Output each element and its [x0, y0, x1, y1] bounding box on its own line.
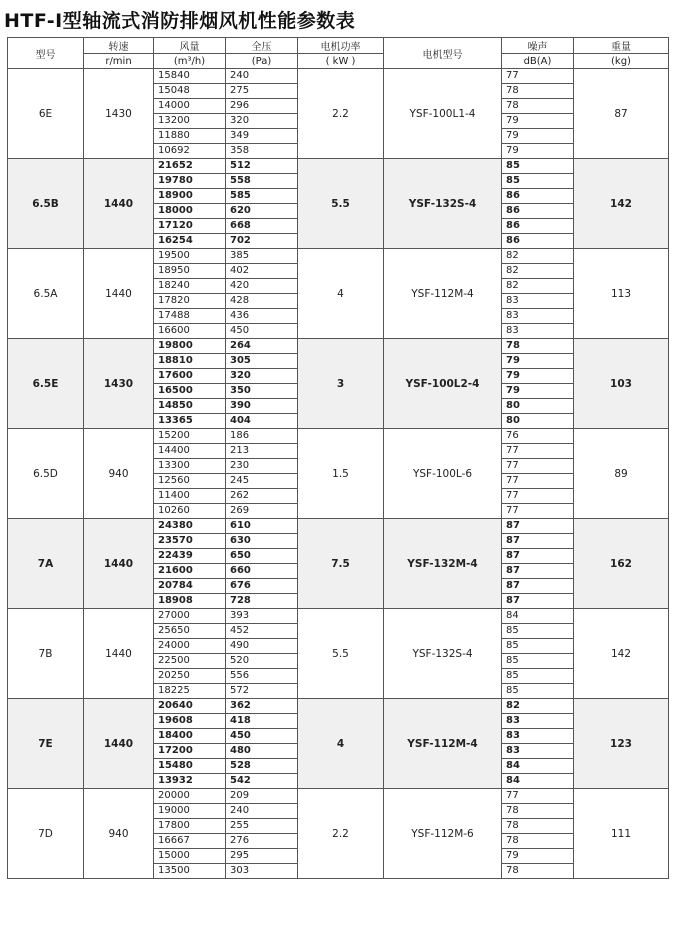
airflow-cell: 20784 [154, 579, 226, 594]
pressure-cell: 620 [226, 204, 298, 219]
pressure-cell: 240 [226, 69, 298, 84]
noise-cell: 79 [502, 369, 574, 384]
noise-cell: 86 [502, 204, 574, 219]
pressure-cell: 269 [226, 504, 298, 519]
airflow-cell: 18950 [154, 264, 226, 279]
header-noise: 噪声 [502, 38, 574, 54]
airflow-cell: 16254 [154, 234, 226, 249]
motor-cell: YSF-132M-4 [384, 519, 502, 609]
model-group [8, 69, 669, 159]
airflow-cell: 22500 [154, 654, 226, 669]
noise-cell: 77 [502, 459, 574, 474]
weight-cell: 142 [574, 609, 669, 699]
table-row [8, 789, 669, 804]
noise-cell: 85 [502, 669, 574, 684]
motor-cell: YSF-112M-6 [384, 789, 502, 879]
table-row [8, 159, 669, 174]
airflow-cell: 18240 [154, 279, 226, 294]
noise-cell: 82 [502, 249, 574, 264]
noise-cell: 83 [502, 294, 574, 309]
airflow-cell: 24000 [154, 639, 226, 654]
noise-cell: 77 [502, 504, 574, 519]
model-cell: 6.5A [8, 249, 84, 339]
weight-cell: 162 [574, 519, 669, 609]
noise-cell: 79 [502, 129, 574, 144]
power-cell: 1.5 [298, 429, 384, 519]
motor-cell: YSF-100L1-4 [384, 69, 502, 159]
power-cell: 4 [298, 699, 384, 789]
pressure-cell: 542 [226, 774, 298, 789]
airflow-cell: 13200 [154, 114, 226, 129]
pressure-cell: 418 [226, 714, 298, 729]
pressure-cell: 520 [226, 654, 298, 669]
airflow-cell: 20000 [154, 789, 226, 804]
header-power-unit: ( kW ) [298, 54, 384, 69]
pressure-cell: 528 [226, 759, 298, 774]
airflow-cell: 12560 [154, 474, 226, 489]
airflow-cell: 20250 [154, 669, 226, 684]
pressure-cell: 702 [226, 234, 298, 249]
model-group [8, 609, 669, 699]
airflow-cell: 14000 [154, 99, 226, 114]
pressure-cell: 186 [226, 429, 298, 444]
airflow-cell: 20640 [154, 699, 226, 714]
power-cell: 4 [298, 249, 384, 339]
weight-cell: 111 [574, 789, 669, 879]
noise-cell: 77 [502, 474, 574, 489]
noise-cell: 80 [502, 399, 574, 414]
pressure-cell: 402 [226, 264, 298, 279]
pressure-cell: 558 [226, 174, 298, 189]
motor-cell: YSF-112M-4 [384, 699, 502, 789]
airflow-cell: 16667 [154, 834, 226, 849]
noise-cell: 83 [502, 324, 574, 339]
airflow-cell: 14400 [154, 444, 226, 459]
airflow-cell: 24380 [154, 519, 226, 534]
airflow-cell: 19800 [154, 339, 226, 354]
model-cell: 6.5D [8, 429, 84, 519]
noise-cell: 77 [502, 489, 574, 504]
noise-cell: 87 [502, 534, 574, 549]
noise-cell: 83 [502, 309, 574, 324]
speed-cell: 1430 [84, 69, 154, 159]
noise-cell: 79 [502, 849, 574, 864]
airflow-cell: 13500 [154, 864, 226, 879]
noise-cell: 79 [502, 384, 574, 399]
noise-cell: 83 [502, 729, 574, 744]
airflow-cell: 25650 [154, 624, 226, 639]
table-row [8, 519, 669, 534]
noise-cell: 87 [502, 549, 574, 564]
noise-cell: 77 [502, 789, 574, 804]
pressure-cell: 676 [226, 579, 298, 594]
pressure-cell: 296 [226, 99, 298, 114]
speed-cell: 1440 [84, 249, 154, 339]
airflow-cell: 15480 [154, 759, 226, 774]
airflow-cell: 19780 [154, 174, 226, 189]
header-weight-unit: (kg) [574, 54, 669, 69]
noise-cell: 83 [502, 714, 574, 729]
pressure-cell: 264 [226, 339, 298, 354]
noise-cell: 77 [502, 444, 574, 459]
noise-cell: 85 [502, 654, 574, 669]
weight-cell: 113 [574, 249, 669, 339]
speed-cell: 940 [84, 429, 154, 519]
table-row [8, 339, 669, 354]
noise-cell: 77 [502, 69, 574, 84]
pressure-cell: 209 [226, 789, 298, 804]
motor-cell: YSF-132S-4 [384, 609, 502, 699]
airflow-cell: 19608 [154, 714, 226, 729]
airflow-cell: 19500 [154, 249, 226, 264]
noise-cell: 84 [502, 759, 574, 774]
header-pressure: 全压 [226, 38, 298, 54]
model-cell: 7A [8, 519, 84, 609]
model-cell: 6.5B [8, 159, 84, 249]
noise-cell: 86 [502, 189, 574, 204]
noise-cell: 80 [502, 414, 574, 429]
motor-cell: YSF-100L2-4 [384, 339, 502, 429]
pressure-cell: 276 [226, 834, 298, 849]
airflow-cell: 13932 [154, 774, 226, 789]
table-row [8, 609, 669, 624]
weight-cell: 123 [574, 699, 669, 789]
airflow-cell: 17800 [154, 819, 226, 834]
header-airflow-unit: (m³/h) [154, 54, 226, 69]
noise-cell: 86 [502, 234, 574, 249]
model-group [8, 339, 669, 429]
weight-cell: 89 [574, 429, 669, 519]
speed-cell: 1440 [84, 159, 154, 249]
noise-cell: 79 [502, 354, 574, 369]
noise-cell: 85 [502, 624, 574, 639]
pressure-cell: 390 [226, 399, 298, 414]
airflow-cell: 16500 [154, 384, 226, 399]
header-power: 电机功率 [298, 38, 384, 54]
pressure-cell: 385 [226, 249, 298, 264]
pressure-cell: 350 [226, 384, 298, 399]
noise-cell: 87 [502, 519, 574, 534]
airflow-cell: 18908 [154, 594, 226, 609]
noise-cell: 83 [502, 744, 574, 759]
airflow-cell: 15000 [154, 849, 226, 864]
noise-cell: 85 [502, 174, 574, 189]
pressure-cell: 585 [226, 189, 298, 204]
noise-cell: 78 [502, 339, 574, 354]
noise-cell: 82 [502, 699, 574, 714]
noise-cell: 78 [502, 99, 574, 114]
model-group [8, 789, 669, 879]
model-group [8, 519, 669, 609]
model-cell: 7D [8, 789, 84, 879]
pressure-cell: 490 [226, 639, 298, 654]
noise-cell: 78 [502, 864, 574, 879]
airflow-cell: 17120 [154, 219, 226, 234]
airflow-cell: 18900 [154, 189, 226, 204]
pressure-cell: 303 [226, 864, 298, 879]
airflow-cell: 18810 [154, 354, 226, 369]
noise-cell: 85 [502, 684, 574, 699]
pressure-cell: 556 [226, 669, 298, 684]
noise-cell: 85 [502, 639, 574, 654]
model-cell: 7B [8, 609, 84, 699]
model-cell: 6.5E [8, 339, 84, 429]
airflow-cell: 17200 [154, 744, 226, 759]
motor-cell: YSF-112M-4 [384, 249, 502, 339]
airflow-cell: 13300 [154, 459, 226, 474]
noise-cell: 82 [502, 279, 574, 294]
pressure-cell: 320 [226, 369, 298, 384]
page-title: HTF-I型轴流式消防排烟风机性能参数表 [4, 10, 356, 32]
pressure-cell: 480 [226, 744, 298, 759]
noise-cell: 78 [502, 834, 574, 849]
pressure-cell: 728 [226, 594, 298, 609]
noise-cell: 76 [502, 429, 574, 444]
pressure-cell: 420 [226, 279, 298, 294]
pressure-cell: 358 [226, 144, 298, 159]
noise-cell: 86 [502, 219, 574, 234]
pressure-cell: 450 [226, 324, 298, 339]
pressure-cell: 275 [226, 84, 298, 99]
airflow-cell: 17600 [154, 369, 226, 384]
noise-cell: 78 [502, 819, 574, 834]
spec-table [7, 37, 669, 879]
table-row [8, 699, 669, 714]
header-noise-unit: dB(A) [502, 54, 574, 69]
pressure-cell: 213 [226, 444, 298, 459]
airflow-cell: 17820 [154, 294, 226, 309]
power-cell: 5.5 [298, 159, 384, 249]
airflow-cell: 21652 [154, 159, 226, 174]
table-header [8, 38, 669, 69]
speed-cell: 1430 [84, 339, 154, 429]
pressure-cell: 262 [226, 489, 298, 504]
airflow-cell: 17488 [154, 309, 226, 324]
power-cell: 3 [298, 339, 384, 429]
airflow-cell: 14850 [154, 399, 226, 414]
pressure-cell: 295 [226, 849, 298, 864]
noise-cell: 85 [502, 159, 574, 174]
weight-cell: 87 [574, 69, 669, 159]
airflow-cell: 16600 [154, 324, 226, 339]
noise-cell: 79 [502, 114, 574, 129]
pressure-cell: 255 [226, 819, 298, 834]
speed-cell: 1440 [84, 519, 154, 609]
airflow-cell: 21600 [154, 564, 226, 579]
pressure-cell: 650 [226, 549, 298, 564]
power-cell: 5.5 [298, 609, 384, 699]
header-motor: 电机型号 [384, 38, 502, 69]
table-row [8, 429, 669, 444]
pressure-cell: 362 [226, 699, 298, 714]
power-cell: 2.2 [298, 69, 384, 159]
model-group [8, 429, 669, 519]
model-group [8, 249, 669, 339]
model-group [8, 159, 669, 249]
airflow-cell: 23570 [154, 534, 226, 549]
airflow-cell: 18400 [154, 729, 226, 744]
model-group [8, 699, 669, 789]
pressure-cell: 512 [226, 159, 298, 174]
airflow-cell: 15200 [154, 429, 226, 444]
noise-cell: 78 [502, 84, 574, 99]
noise-cell: 87 [502, 594, 574, 609]
header-weight: 重量 [574, 38, 669, 54]
airflow-cell: 13365 [154, 414, 226, 429]
pressure-cell: 305 [226, 354, 298, 369]
airflow-cell: 10260 [154, 504, 226, 519]
pressure-cell: 660 [226, 564, 298, 579]
motor-cell: YSF-100L-6 [384, 429, 502, 519]
pressure-cell: 404 [226, 414, 298, 429]
header-model: 型号 [8, 38, 84, 69]
noise-cell: 79 [502, 144, 574, 159]
speed-cell: 1440 [84, 699, 154, 789]
pressure-cell: 668 [226, 219, 298, 234]
speed-cell: 940 [84, 789, 154, 879]
airflow-cell: 18000 [154, 204, 226, 219]
pressure-cell: 320 [226, 114, 298, 129]
airflow-cell: 11880 [154, 129, 226, 144]
airflow-cell: 27000 [154, 609, 226, 624]
noise-cell: 87 [502, 564, 574, 579]
header-airflow: 风量 [154, 38, 226, 54]
motor-cell: YSF-132S-4 [384, 159, 502, 249]
table-row [8, 249, 669, 264]
pressure-cell: 349 [226, 129, 298, 144]
weight-cell: 142 [574, 159, 669, 249]
airflow-cell: 18225 [154, 684, 226, 699]
pressure-cell: 450 [226, 729, 298, 744]
header-pressure-unit: (Pa) [226, 54, 298, 69]
header-speed-unit: r/min [84, 54, 154, 69]
pressure-cell: 572 [226, 684, 298, 699]
pressure-cell: 436 [226, 309, 298, 324]
weight-cell: 103 [574, 339, 669, 429]
model-cell: 7E [8, 699, 84, 789]
airflow-cell: 22439 [154, 549, 226, 564]
noise-cell: 82 [502, 264, 574, 279]
pressure-cell: 630 [226, 534, 298, 549]
power-cell: 7.5 [298, 519, 384, 609]
power-cell: 2.2 [298, 789, 384, 879]
noise-cell: 78 [502, 804, 574, 819]
airflow-cell: 10692 [154, 144, 226, 159]
pressure-cell: 230 [226, 459, 298, 474]
table-row [8, 69, 669, 84]
model-cell: 6E [8, 69, 84, 159]
pressure-cell: 240 [226, 804, 298, 819]
airflow-cell: 15840 [154, 69, 226, 84]
pressure-cell: 428 [226, 294, 298, 309]
airflow-cell: 19000 [154, 804, 226, 819]
pressure-cell: 452 [226, 624, 298, 639]
airflow-cell: 11400 [154, 489, 226, 504]
noise-cell: 84 [502, 609, 574, 624]
pressure-cell: 245 [226, 474, 298, 489]
pressure-cell: 610 [226, 519, 298, 534]
noise-cell: 84 [502, 774, 574, 789]
pressure-cell: 393 [226, 609, 298, 624]
noise-cell: 87 [502, 579, 574, 594]
header-speed: 转速 [84, 38, 154, 54]
speed-cell: 1440 [84, 609, 154, 699]
airflow-cell: 15048 [154, 84, 226, 99]
